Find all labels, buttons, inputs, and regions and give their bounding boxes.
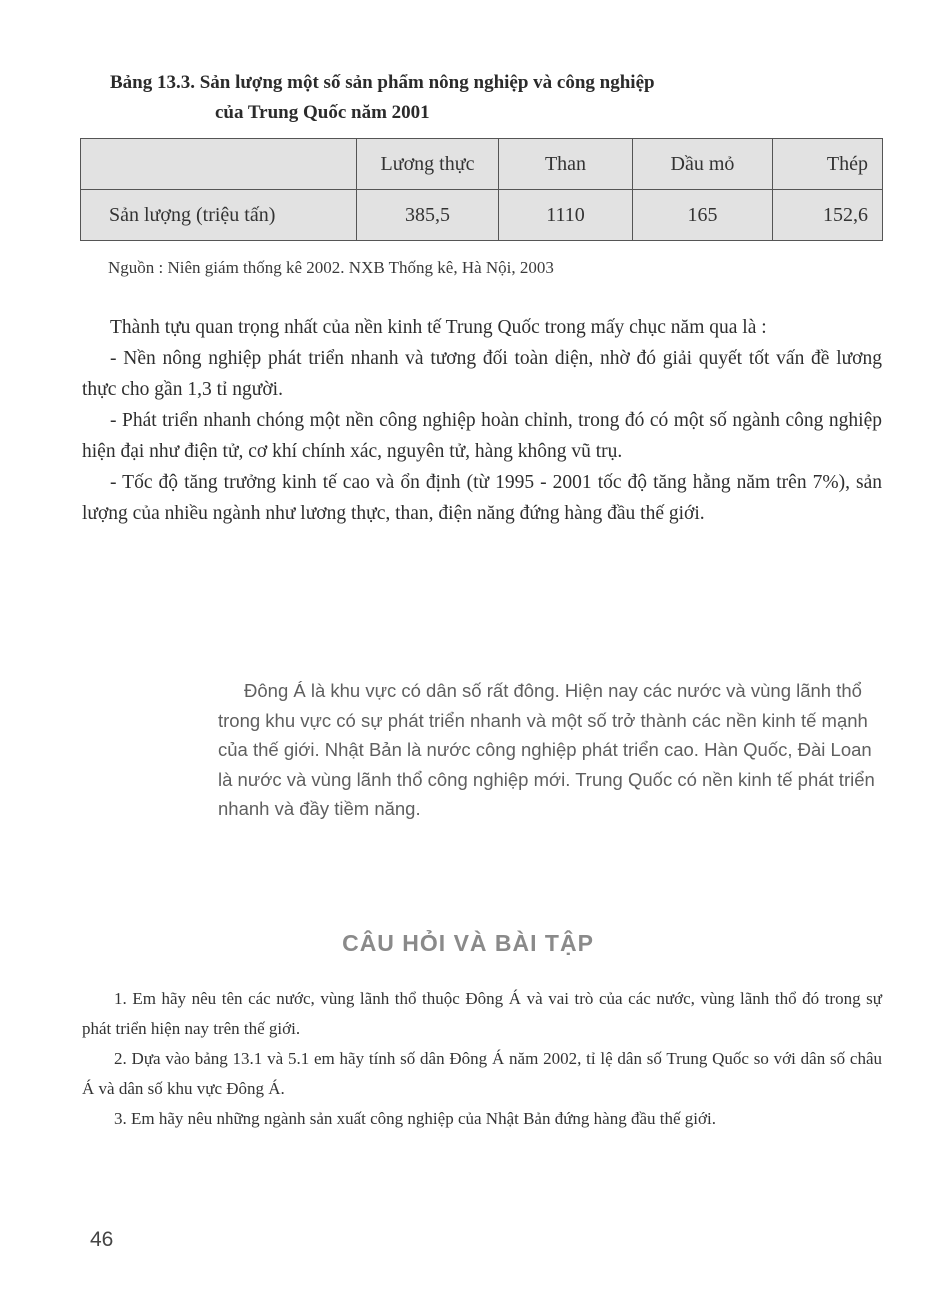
table-header-cell: Than [499,139,633,190]
summary-text: Đông Á là khu vực có dân số rất đông. Hiện nay các nước và vùng lãnh thổ trong khu vực có sự phát triển nhanh và một số trở thành các nền kinh tế mạnh của thế giới. Nhật Bản là nước công nghiệp phát triển cao. Hàn Quốc, Đài Loan là nước và vùng lãnh thổ công nghiệp mới. Trung Quốc có nền kinh tế phát triển nhanh và đầy tiềm năng. [218,680,875,819]
section-title: CÂU HỎI VÀ BÀI TẬP [342,930,594,956]
table-header-empty [81,139,357,190]
table-source: Nguồn : Niên giám thống kê 2002. NXB Thống kê, Hà Nội, 2003 [108,258,554,277]
table-header-cell: Lương thực [357,139,499,190]
table-caption [110,68,870,128]
table-cell: 385,5 [357,190,499,241]
production-table [80,138,883,241]
table-row [81,190,883,241]
table-caption-line2: của Trung Quốc năm 2001 [215,102,430,123]
table-row-label: Sản lượng (triệu tấn) [81,190,357,241]
body-paragraph: - Tốc độ tăng trưởng kinh tế cao và ổn định (từ 1995 - 2001 tốc độ tăng hằng năm trên 7%), sản lượng của nhiều ngành như lương thực, than, điện năng đứng hàng đầu thế giới. [82,472,882,524]
question-item: 3. Em hãy nêu những ngành sản xuất công nghiệp của Nhật Bản đứng hàng đầu thế giới. [114,1109,716,1128]
table-cell: 1110 [499,190,633,241]
question-item: 1. Em hãy nêu tên các nước, vùng lãnh thổ thuộc Đông Á và vai trò của các nước, vùng lãnh thổ đó trong sự phát triển hiện nay trên thế giới. [82,989,882,1038]
table-header-cell: Thép [773,139,883,190]
body-paragraph: - Phát triển nhanh chóng một nền công nghiệp hoàn chỉnh, trong đó có một số ngành công nghiệp hiện đại như điện tử, cơ khí chính xác, nguyên tử, hàng không vũ trụ. [82,410,882,462]
questions-list [82,984,882,1134]
table-cell: 165 [633,190,773,241]
question-item: 2. Dựa vào bảng 13.1 và 5.1 em hãy tính số dân Đông Á năm 2002, tỉ lệ dân số Trung Quốc so với dân số châu Á và dân số khu vực Đông Á. [82,1049,882,1098]
body-paragraph: Thành tựu quan trọng nhất của nền kinh tế Trung Quốc trong mấy chục năm qua là : [110,317,767,338]
table-cell: 152,6 [773,190,883,241]
body-paragraph: - Nền nông nghiệp phát triển nhanh và tương đối toàn diện, nhờ đó giải quyết tốt vấn đề lương thực cho gần 1,3 tỉ người. [82,348,882,400]
page-number: 46 [90,1228,114,1251]
table-caption-line1: Bảng 13.3. Sản lượng một số sản phẩm nông nghiệp và công nghiệp [110,72,655,93]
summary-box [218,676,886,824]
table-header-cell: Dầu mỏ [633,139,773,190]
table-header-row [81,139,883,190]
body-text [82,312,882,529]
